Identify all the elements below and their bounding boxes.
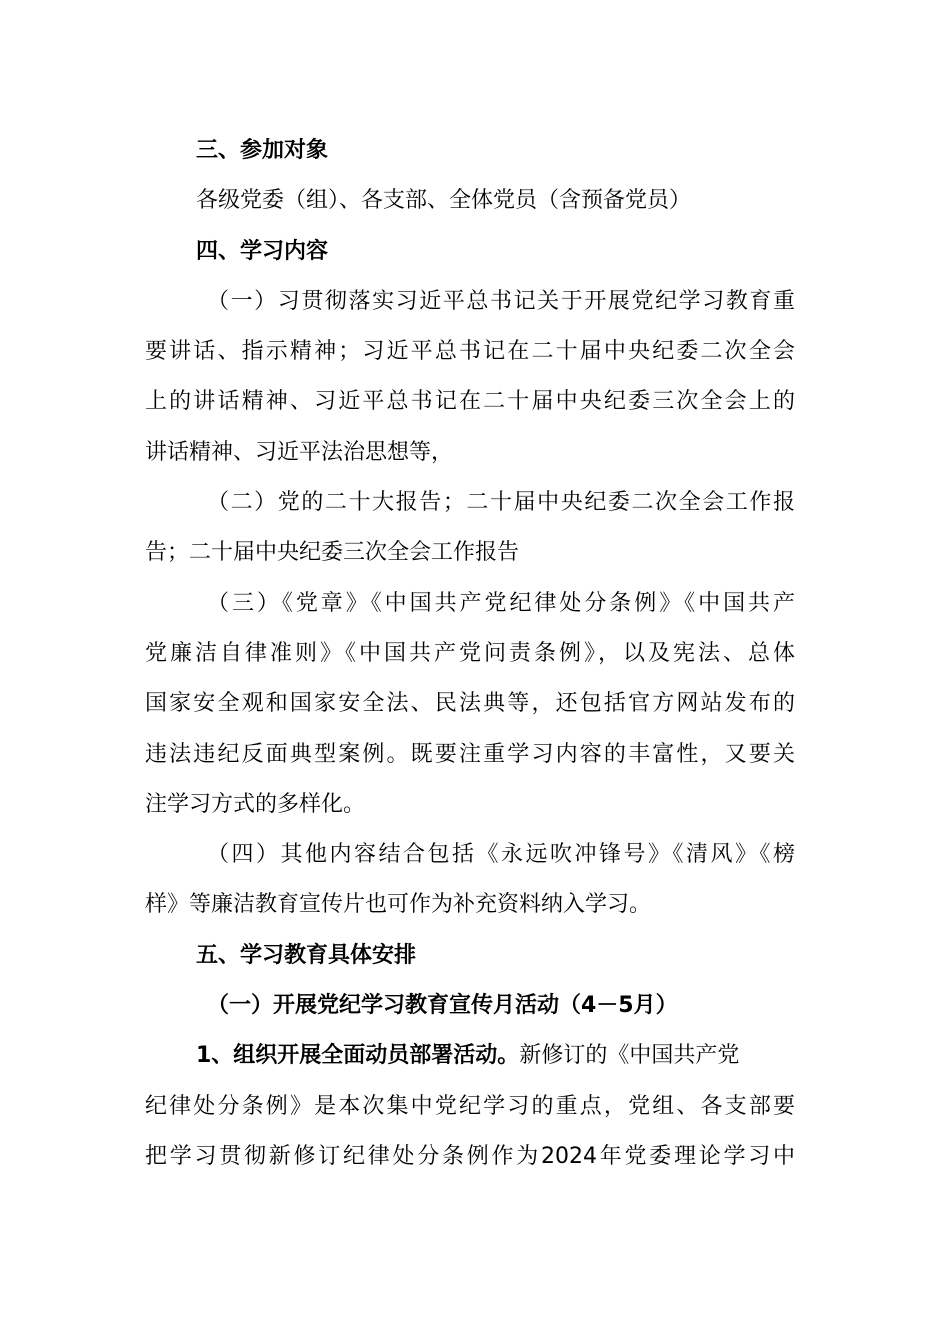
item-3-line-1: （三）《党章》《中国共产党纪律处分条例》《中国共产 [207,590,795,616]
item-1-line-2: 要讲话、指示精神；习近平总书记在二十届中央纪委二次全会 [145,339,795,365]
document-body [145,126,795,1182]
section-3-body: 各级党委（组）、各支部、全体党员（含预备党员） [196,188,692,214]
subsection-1-heading: （一）开展党纪学习教育宣传月活动（4－5月） [207,993,678,1019]
section-4-heading: 四、学习内容 [196,238,329,264]
paragraph-5-line-1-rest: 新修订的《中国共产党 [519,1043,740,1069]
paragraph-5-lead: 1、组织开展全面动员部署活动。 [196,1043,520,1069]
item-3-line-2: 党廉洁自律准则》《中国共产党问责条例》，以及宪法、总体 [145,640,795,666]
item-1-line-4: 讲话精神、习近平法治思想等， [145,439,454,465]
item-3-line-5: 注学习方式的多样化。 [145,791,366,817]
item-4-line-1: （四）其他内容结合包括《永远吹冲锋号》《清风》《榜 [207,842,795,868]
item-3-line-4: 违法违纪反面典型案例。既要注重学习内容的丰富性，又要关 [145,741,795,767]
item-4-line-2: 样》等廉洁教育宣传片也可作为补充资料纳入学习。 [145,892,652,918]
paragraph-5-line-3: 把学习贯彻新修订纪律处分条例作为2024年党委理论学习中 [145,1143,795,1169]
item-1-line-1: （一）习贯彻落实习近平总书记关于开展党纪学习教育重 [207,288,795,314]
item-2-line-1: （二）党的二十大报告；二十届中央纪委二次全会工作报 [207,490,795,516]
paragraph-5-line-2: 纪律处分条例》是本次集中党纪学习的重点，党组、各支部要 [145,1093,795,1119]
section-3-heading: 三、参加对象 [196,138,329,163]
item-3-line-3: 国家安全观和国家安全法、民法典等，还包括官方网站发布的 [145,691,795,717]
item-2-line-2: 告；二十届中央纪委三次全会工作报告 [145,540,520,566]
paragraph-5-line-1 [145,1031,795,1081]
item-1-line-3: 上的讲话精神、习近平总书记在二十届中央纪委三次全会上的 [145,389,795,415]
section-5-heading: 五、学习教育具体安排 [196,942,417,968]
